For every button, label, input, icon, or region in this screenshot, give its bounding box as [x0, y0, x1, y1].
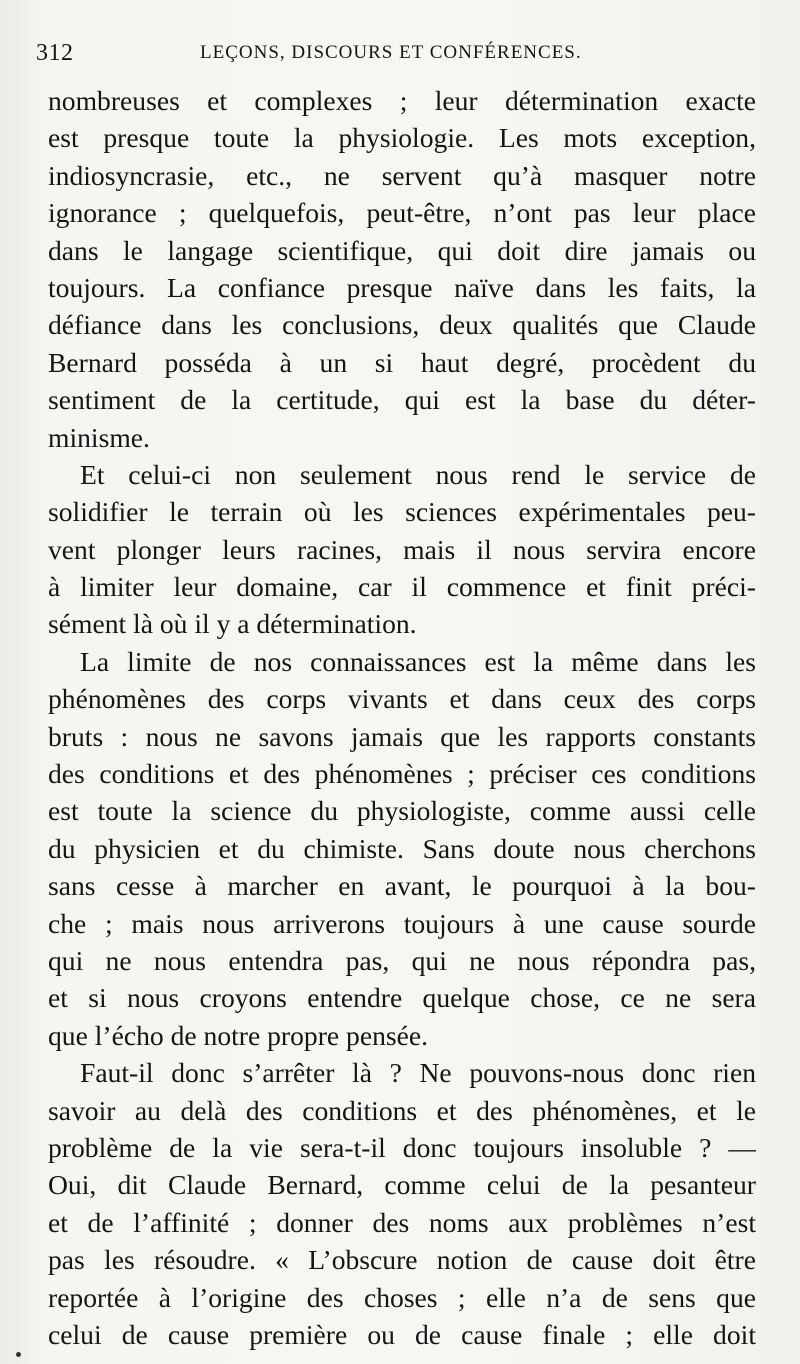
speck-mark	[16, 1352, 21, 1357]
text-line: toujours. La confiance presque naïve dans les faits, la	[48, 271, 756, 303]
text-line: che ; mais nous arriverons toujours à une cause sourde	[48, 907, 756, 939]
text-line: défiance dans les conclusions, deux qualités que Claude	[48, 309, 756, 341]
body-text	[48, 82, 756, 1353]
text-line: sément là où il y a détermination.	[48, 608, 417, 640]
text-line: celui de cause première ou de cause finale ; elle doit	[48, 1318, 756, 1350]
text-line: Et celui-ci non seulement nous rend le service de	[80, 458, 756, 490]
text-line: savoir au delà des conditions et des phénomènes, et le	[48, 1094, 756, 1126]
text-line: Faut-il donc s’arrêter là ? Ne pouvons-nous donc rien	[80, 1057, 756, 1089]
text-line: pas les résoudre. « L’obscure notion de cause doit être	[48, 1244, 756, 1276]
text-line: reportée à l’origine des choses ; elle n’a de sens que	[48, 1281, 756, 1313]
page-number: 312	[36, 40, 74, 66]
text-line: est toute la science du physiologiste, comme aussi celle	[48, 795, 756, 827]
running-head: LEÇONS, DISCOURS ET CONFÉRENCES.	[200, 42, 582, 63]
text-line: phénomènes des corps vivants et dans ceux des corps	[48, 683, 756, 715]
text-line: et si nous croyons entendre quelque chose, ce ne sera	[48, 982, 756, 1014]
text-line: du physicien et du chimiste. Sans doute nous cherchons	[48, 832, 756, 864]
text-line: Bernard posséda à un si haut degré, procèdent du	[48, 346, 756, 378]
text-line: minisme.	[48, 421, 150, 453]
text-line: qui ne nous entendra pas, qui ne nous répondra pas,	[48, 944, 756, 976]
text-line: dans le langage scientifique, qui doit dire jamais ou	[48, 234, 756, 266]
text-line: et de l’affinité ; donner des noms aux problèmes n’est	[48, 1206, 756, 1238]
text-line: problème de la vie sera-t-il donc toujours insoluble ? —	[48, 1131, 756, 1163]
text-line: vent plonger leurs racines, mais il nous servira encore	[48, 533, 756, 565]
text-line: Oui, dit Claude Bernard, comme celui de la pesanteur	[48, 1169, 756, 1201]
text-line: est presque toute la physiologie. Les mots exception,	[48, 122, 756, 154]
text-line: indiosyncrasie, etc., ne servent qu’à masquer notre	[48, 159, 756, 191]
text-line: ignorance ; quelquefois, peut-être, n’ont pas leur place	[48, 197, 756, 229]
text-line: à limiter leur domaine, car il commence et finit préci-	[48, 571, 756, 603]
text-line: que l’écho de notre propre pensée.	[48, 1019, 429, 1051]
text-line: sans cesse à marcher en avant, le pourquoi à la bou-	[48, 870, 756, 902]
text-line: bruts : nous ne savons jamais que les rapports constants	[48, 720, 756, 752]
text-line: sentiment de la certitude, qui est la base du déter-	[48, 384, 756, 416]
text-line: nombreuses et complexes ; leur détermination exacte	[48, 85, 756, 116]
page-header	[36, 40, 756, 76]
text-line: La limite de nos connaissances est la même dans les	[80, 645, 756, 677]
text-line: solidifier le terrain où les sciences expérimentales peu-	[48, 496, 756, 528]
text-line: des conditions et des phénomènes ; préciser ces conditions	[48, 758, 756, 790]
